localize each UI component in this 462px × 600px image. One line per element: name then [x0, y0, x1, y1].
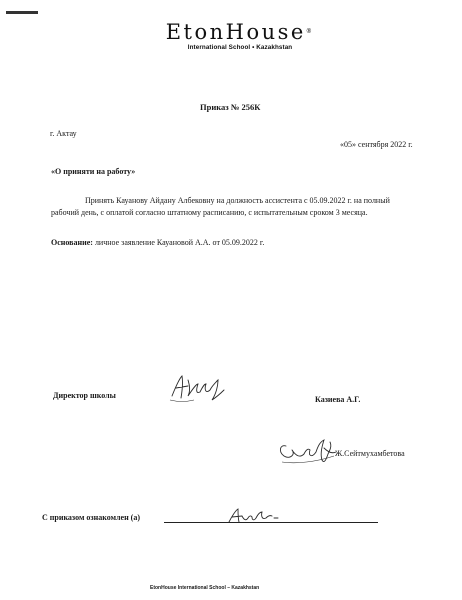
basis-text: личное заявление Кауановой А.А. от 05.09.2022 г. [92, 238, 265, 247]
logo-subtitle: International School • Kazakhstan [187, 44, 293, 51]
footer-text: EtonHouse International School – Kazakhstan [150, 585, 260, 591]
employee-signature [226, 506, 282, 526]
order-basis [51, 237, 264, 248]
basis-label: Основание: [51, 238, 93, 247]
order-body-line-1: Принять Кауанову Айдану Албековну на должность ассистента с 05.09.2022 г. на полный [85, 196, 390, 205]
school-logo [140, 20, 340, 51]
logo-name [140, 20, 340, 44]
order-body-line-2: рабочий день, с оплатой согласно штатному расписанию, с испытательным сроком 3 месяца. [51, 208, 368, 217]
acknowledgement-label: С приказом ознакомлен (а) [42, 513, 140, 522]
logo-registered-mark: ® [305, 28, 315, 35]
order-subject: «О приняти на работу» [51, 167, 136, 176]
director-signature [168, 372, 228, 406]
director-label: Директор школы [53, 391, 116, 400]
order-title: Приказ № 256К [200, 102, 261, 112]
hr-name: Ж.Сейтмухамбетова [335, 449, 405, 458]
order-city: г. Актау [50, 129, 77, 138]
scan-artifact-mark [6, 11, 38, 14]
hr-signature [276, 432, 342, 470]
logo-name-text: EtonHouse [165, 20, 306, 44]
director-name: Казиева А.Г. [315, 395, 361, 404]
order-date: «05» сентября 2022 г. [340, 140, 413, 149]
